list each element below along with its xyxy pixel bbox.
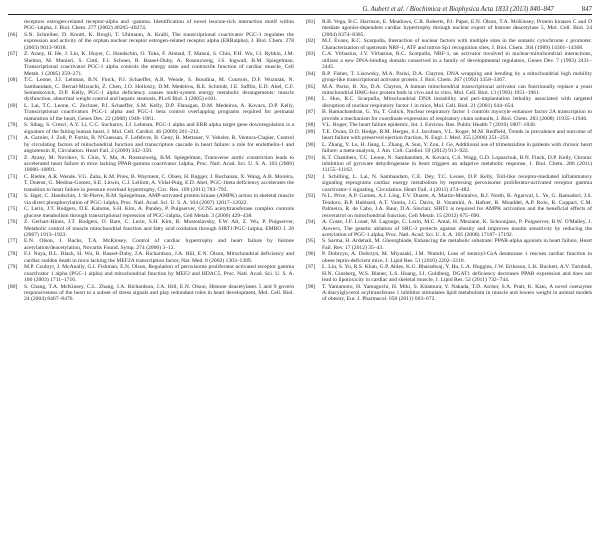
reference-number: [70] — [8, 122, 18, 129]
reference-entry — [306, 19, 592, 38]
reference-text: L. Huo, R.C. Scarpulla, Mitochondrial DNA instability and peri-implantation lethality associated with targeted disruption of nuclear respiratory factor 1 in mice, Mol. Cell. Biol. 21 (2001) 644–654. — [322, 96, 592, 109]
reference-text: L. Liu, S. Yu, R.S. Khan, G.P. Ables, K.G. Bharadwaj, Y. Hu, L.A. Huggins, J.W. Eriksson, L.K. Buckett, A.V. Turnbull, H.N. Ginsberg, W.S. Blaner, L.S. Huang, I.J. Goldberg, DGAT1 deficiency decreases PPAR expression and does not lead to lipotoxicity in cardiac and skeletal muscle, J. Lipid Res. 52 (2011) 732–744. — [322, 264, 592, 284]
reference-number: [67] — [8, 51, 18, 58]
reference-number: [75] — [8, 206, 18, 213]
reference-entry — [306, 71, 592, 84]
reference-number: [76] — [8, 219, 18, 226]
reference-number: [81] — [306, 19, 316, 25]
reference-entry — [8, 135, 294, 154]
reference-entry — [8, 19, 294, 32]
reference-entry — [8, 238, 294, 251]
running-title: G. Aubert et al. / Biochimica et Biophysica Acta 1833 (2013) 840–847 — [362, 6, 554, 13]
reference-entry — [306, 264, 592, 283]
reference-number: [86] — [306, 96, 316, 103]
reference-number: [77] — [8, 238, 18, 245]
reference-entry — [306, 284, 592, 303]
reference-entry — [306, 129, 592, 142]
reference-number: [68] — [8, 77, 18, 84]
reference-text: M.A. Parisi, B. Xu, D.A. Clayton, A human mitochondrial transcriptional activator can functionally replace a yeast mitochondrial HMG-box protein both in vivo and in vitro, Mol. Cell. Biol. 13 (1993) 1951–1961. — [322, 83, 592, 96]
reference-entry — [306, 174, 592, 193]
reference-number: [79] — [8, 264, 18, 271]
reference-number: [74] — [8, 193, 18, 200]
reference-text: P. Dobrzyn, A. Dobrzyn, M. Miyazaki, J.M. Ntambi, Loss of stearoyl-CoA desaturase 1 rescues cardiac function in obese leptin-deficient mice, J. Lipid Res. 51 (2010) 2202–2210. — [322, 251, 592, 264]
reference-number: [97] — [306, 264, 316, 271]
reference-number: [92] — [306, 173, 316, 180]
reference-entry — [306, 51, 592, 70]
reference-text: K.T. Chambers, T.C. Leone, N. Sambandam, A. Kovacs, C.S. Wagg, G.D. Lopaschuk, B.N. Finck, D.P. Kelly, Chronic inhibition of pyruvate dehydrogenase in heart triggers an adaptive metabolic response, J. Biol. Chem. 286 (2011) 11155–11162. — [322, 154, 592, 174]
reference-entry — [8, 32, 294, 51]
reference-entry — [306, 84, 592, 97]
reference-entry — [8, 51, 294, 77]
right-column — [306, 19, 592, 303]
reference-text: Z. Arany, H. He, J. Lin, K. Hoyer, C. Handschin, O. Toka, F. Ahmad, T. Matsui, S. Chin, P.H. Wu, I.I. Rybkin, J.M. Shelton, M. Manieri, S. Cinti, F.J. Schoen, R. Bassel-Duby, A. Rosenzweig, J.S. Ingwall, B.M. Spiegelman, Transcriptional coactivator PGC-1 alpha controls the energy state and contractile function of cardiac muscle, Cell Metab. 1 (2005) 259–271. — [24, 51, 294, 77]
reference-text: S.N. Schreiber, D. Knutti, K. Brogli, T. Uhlmann, A. Kralli, The transcriptional coactivator PGC-1 regulates the expression and activity of the orphan nuclear receptor estrogen-related receptor alpha (ERRalpha), J. Biol. Chem. 278 (2003) 9013–9018. — [24, 31, 294, 51]
reference-entry — [306, 142, 592, 155]
reference-entry — [306, 38, 592, 51]
reference-number: [89] — [306, 128, 316, 135]
reference-text: T.E. Owan, D.O. Hodge, R.M. Herges, S.J. Jacobsen, V.L. Roger, M.M. Redfield, Trends in prevalence and outcome of heart failure with preserved ejection fraction, N. Engl. J. Med. 355 (2006) 251–259. — [322, 128, 592, 142]
reference-columns — [8, 19, 592, 303]
reference-number: [96] — [306, 251, 316, 258]
reference-text: C.A. Virbasius, J.V. Virbasius, R.C. Scarpulla, NRF-1, an activator involved in nuclear-mitochondrial interactions, utilizes a new DNA-binding domain conserved in a family of developmental regulators, Genes Dev. 7 (1993) 2431–2445. — [322, 51, 592, 71]
reference-text: A. Coste, J.F. Louet, M. Lagouge, C. Lerin, M.C. Antal, H. Meziane, K. Schoonjans, P. Puigserver, B.W. O'Malley, J. Auwerx, The genetic ablation of SRC-3 protects against obesity and improves insulin sensitivity by reducing the acetylation of PGC-1 alpha, Proc. Natl. Acad. Sci. U. S. A. 105 (2008) 17187–17192. — [322, 219, 592, 238]
reference-number: [72] — [8, 154, 18, 161]
reference-entry — [306, 193, 592, 219]
reference-text: C. Riehle, A.R. Wende, V.G. Zaha, K.M. Pires, B. Wayment, C. Olsen, H. Bugger, J. Buchanan, X. Wang, A.B. Moreira, T. Doenst, G. Medina-Gomez, S.E. Litwin, C.J. Lelliott, A. Vidal-Puig, E.D. Abel, PGC-1beta deficiency accelerates the transition to heart failure in pressure overload hypertrophy, Circ. Res. 109 (2011) 783–793. — [24, 173, 294, 193]
reference-entry — [8, 284, 294, 303]
reference-entry — [306, 219, 592, 238]
reference-entry — [8, 193, 294, 206]
reference-text: L. Lai, T.C. Leone, C. Zechner, P.J. Schaeffer, S.M. Kelly, D.P. Flanagan, D.M. Medeiros, A. Kovacs, D.P. Kelly, Transcriptional coactivators PGC-1 alpha and PGC-1 beta control overlapping programs required for perinatal maturation of the heart, Genes Dev. 22 (2008) 1948–1961. — [24, 102, 294, 122]
reference-number: [90] — [306, 141, 316, 148]
reference-entry — [8, 251, 294, 264]
reference-entry — [8, 219, 294, 238]
reference-text: Z. Gerhart-Hines, J.T. Rodgers, O. Bare, C. Lerin, S.H. Kim, R. Mostoslavsky, F.W. Alt, Z. Wu, P. Puigserver, Metabolic control of muscle mitochondrial function and fatty acid oxidation through SIRT1/PGC-1alpha, EMBO J. 26 (2007) 1913–1923. — [24, 219, 294, 238]
reference-number: [93] — [306, 193, 316, 200]
reference-number: [87] — [306, 109, 316, 116]
reference-text: S. Jäger, C. Handschin, J. St-Pierre, B.M. Spiegelman, AMP-activated protein kinase (AMPK) action in skeletal muscle via direct phosphorylation of PGC-1alpha, Proc. Natl. Acad. Sci. U. S. A. 104 (2007) 12017–12022. — [24, 193, 294, 206]
reference-text: F.J. Naya, B.L. Black, H. Wu, R. Bassel-Duby, J.A. Richardson, J.A. Hill, E.N. Olson, Mitochondrial deficiency and cardiac sudden death in mice lacking the MEF2A transcription factor, Nat. Med. 8 (2002) 1303–1309. — [24, 251, 294, 264]
reference-number: [83] — [306, 51, 316, 58]
reference-number: [95] — [306, 238, 316, 245]
reference-number: [94] — [306, 219, 316, 226]
reference-entry — [8, 174, 294, 193]
reference-text: receptors estrogen-related receptor-alpha and -gamma. Identification of novel leucine-rich interaction motif within PGC-1alpha, J. Biol. Chem. 277 (2002) 40265–40274. — [24, 19, 294, 32]
reference-text: A. Garnier, J. Zoll, P. Fortin, B. N'Guessan, F. Lefebvre, B. Geny, B. Mettauer, V. Veksler, R. Ventura-Clapier, Control by circulating factors of mitochondrial function and transcription cascade in heart failure: a role for endothelin-1 and angiotensin II, Circulation. Heart Fail. 2 (2009) 342–350. — [24, 135, 294, 155]
reference-entry — [8, 103, 294, 122]
reference-entry — [306, 96, 592, 109]
reference-entry — [306, 238, 592, 251]
reference-text: V.L. Roger, The heart failure epidemic, Int. J. Environ. Res. Public Health 7 (2010) 1807–1830. — [322, 122, 537, 129]
reference-number: [71] — [8, 135, 18, 142]
reference-number: [98] — [306, 283, 316, 290]
reference-text: N.L. Price, A.P. Gomes, A.J. Ling, F.V. Duarte, A. Martin-Montalvo, B.J. North, B. Agarwal, L. Ye, G. Ramadori, J.S. Teodoro, B.P. Hubbard, A.T. Varela, J.G. Davis, B. Varamini, A. Hafner, R. Moaddel, A.P. Rolo, R. Coppari, C.M. Palmeira, R. de Cabo, J.A. Baur, D.A. Sinclair, SIRT1 is required for AMPK activation and the beneficial effects of resveratrol on mitochondrial function, Cell Metab. 15 (2012) 675–690. — [322, 193, 592, 219]
reference-text: Z. Arany, M. Novikov, S. Chin, Y. Ma, A. Rosenzweig, B.M. Spiegelman, Transverse aortic constriction leads to accelerated heart failure in mice lacking PPAR-gamma coactivator 1alpha, Proc. Natl. Acad. Sci. U. S. A. 103 (2006) 10086–10091. — [24, 154, 294, 174]
reference-text: T.C. Leone, J.J. Lehman, B.N. Finck, P.J. Schaeffer, A.R. Wende, S. Boudina, M. Courtois, D.F. Wozniak, N. Sambandam, C. Bernal-Mizrachi, Z. Chen, J.O. Holloszy, D.M. Medeiros, R.E. Schmidt, J.E. Saffitz, E.D. Abel, C.F. Semenkovich, D.P. Kelly, PGC-1 alpha deficiency causes multi-system energy metabolic derangements: muscle dysfunction, abnormal weight control and hepatic steatosis, PLoS Biol. 3 (2005) e101. — [24, 77, 294, 103]
reference-text: C. Lerin, J.T. Rodgers, D.E. Kalume, S.H. Kim, A. Pandey, P. Puigserver, GCN5 acetyltransferase complex controls glucose metabolism through transcriptional repression of PGC-1alpha, Cell Metab. 3 (2006) 429–438. — [24, 206, 294, 219]
reference-entry — [306, 155, 592, 174]
reference-entry — [306, 251, 592, 264]
reference-number: [66] — [8, 31, 18, 38]
reference-entry — [8, 264, 294, 283]
reference-text: L. Zhang, Y. Lu, H. Jiang, L. Zhang, A. Sun, Y. Zou, J. Ge, Additional use of trimetazidine in patients with chronic heart failure: a meta-analysis, J. Am. Coll. Cardiol. 59 (2012) 913–922. — [322, 141, 592, 155]
reference-text: R.P. Fisher, T. Lisowsky, M.A. Parisi, D.A. Clayton, DNA wrapping and bending by a mitochondrial high mobility group-like transcriptional activator protein, J. Biol. Chem. 267 (1992) 3358–3367. — [322, 70, 592, 84]
reference-number: [78] — [8, 251, 18, 258]
reference-text: M.P. Czubryt, J. McAnally, G.I. Fishman, E.N. Olson, Regulation of peroxisome proliferator-activated receptor gamma coactivator 1 alpha (PGC-1 alpha) and mitochondrial function by MEF2 and HDAC5, Proc. Natl. Acad. Sci. U. S. A. 100 (2003) 1711–1716. — [24, 264, 294, 284]
reference-number: [82] — [306, 38, 316, 45]
reference-text: B. Ramachandran, G. Yu, T. Gulick, Nuclear respiratory factor 1 controls myocyte enhancer factor 2A transcription to provide a mechanism for coordinate expression of respiratory chain subunits, J. Biol. Chem. 283 (2008) 11935–11946. — [322, 109, 592, 122]
reference-number: [73] — [8, 173, 18, 180]
page-number: 847 — [581, 6, 592, 13]
reference-entry — [8, 155, 294, 174]
reference-number: [84] — [306, 70, 316, 77]
running-header — [8, 5, 592, 15]
left-column — [8, 19, 294, 303]
reference-number: [88] — [306, 122, 316, 129]
reference-text: T. Yamamoto, H. Yamaguchi, H. Miki, S. Kitamura, Y. Nakada, T.D. Aicher, S.A. Pratt, K. Kato, A novel coenzyme A:diacylglycerol acyltransferase 1 inhibitor stimulates lipid metabolism in muscle and lowers weight in animal models of obesity, Eur. J. Pharmacol. 650 (2011) 663–672. — [322, 283, 592, 303]
reference-text: S. Sarma, H. Ardehali, M. Gheorghiade, Enhancing the metabolic substrate: PPAR-alpha agonists in heart failure, Heart Fail. Rev. 17 (2012) 35–43. — [322, 238, 592, 251]
reference-text: J. Schilling, L. Lai, N. Sambandam, C.E. Dey, T.C. Leone, D.P. Kelly, Toll-like receptor-mediated inflammatory signaling reprograms cardiac energy metabolism by repressing peroxisome proliferator-activated receptor gamma coactivator-1 signaling, Circulation. Heart Fail. 4 (2011) 474–482. — [322, 173, 592, 193]
reference-text: R.B. Vega, B.C. Harrison, E. Meadows, C.R. Roberts, P.J. Papst, E.N. Olson, T.A. McKinsey, Protein kinases C and D mediate agonist-dependent cardiac hypertrophy through nuclear export of histone deacetylase 5, Mol. Cell. Biol. 24 (2004) 8374–8385. — [322, 19, 592, 38]
reference-number: [80] — [8, 283, 18, 290]
reference-text: M.J. Evans, R.C. Scarpulla, Interaction of nuclear factors with multiple sites in the somatic cytochrome c promoter. Characterization of upstream NRF-1, ATF and intron Sp1 recognition sites, J. Biol. Chem. 264 (1989) 14361–14368. — [322, 38, 592, 51]
reference-entry — [8, 206, 294, 219]
reference-text: S. Sihag, S. Cresci, A.Y. Li, C.C. Sucharov, J.J. Lehman, PGC-1 alpha and ERR alpha target gene downregulation is a signature of the failing human heart, J. Mol. Cell. Cardiol. 46 (2009) 201–212. — [24, 122, 294, 135]
reference-number: [91] — [306, 154, 316, 161]
reference-text: E.N. Olson, J. Backs, T.A. McKinsey, Control of cardiac hypertrophy and heart failure by histone acetylation/deacetylation, Novartis Found. Symp. 274 (2006) 3–12. — [24, 238, 294, 251]
reference-number: [69] — [8, 102, 18, 109]
reference-entry — [306, 109, 592, 122]
reference-entry — [8, 77, 294, 103]
reference-number: [85] — [306, 83, 316, 90]
reference-text: S. Chang, T.A. McKinsey, C.L. Zhang, J.A. Richardson, J.A. Hill, E.N. Olson, Histone deacetylases 5 and 9 govern responsiveness of the heart to a subset of stress signals and play redundant roles in heart development, Mol. Cell. Biol. 24 (2004) 8467–8476. — [24, 283, 294, 303]
reference-entry — [8, 122, 294, 135]
